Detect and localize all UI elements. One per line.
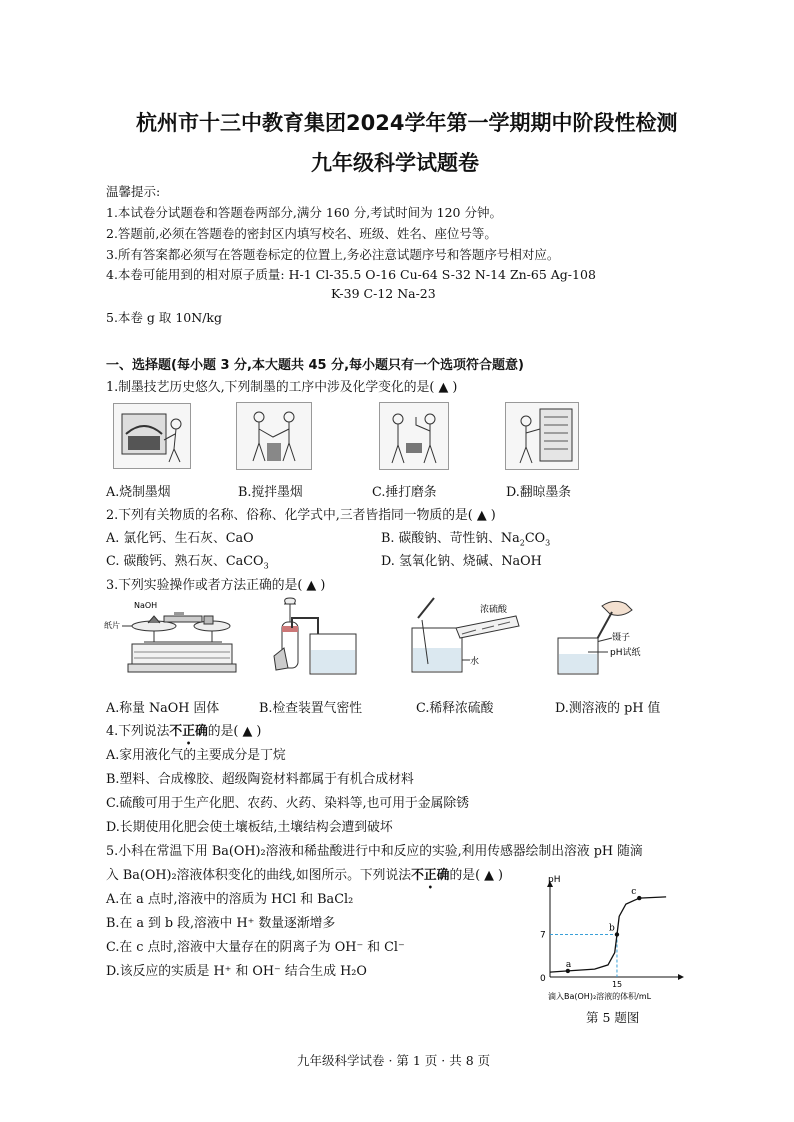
notice-heading: 温馨提示: xyxy=(106,184,161,199)
ph-curve-chart xyxy=(532,875,682,1004)
q3-option-d: D.测溶液的 pH 值 xyxy=(555,701,661,716)
ph-paper-label: pH试纸 xyxy=(610,648,641,658)
point-label-a: a xyxy=(565,959,572,970)
question-1-stem: 1.制墨技艺历史悠久,下列制墨的工序中涉及化学变化的是( ▲ ) xyxy=(106,380,458,395)
question-5-line2: 入 Ba(OH)₂溶液体积变化的曲线,如图所示。下列说法不正确的是( ▲ ) xyxy=(106,868,504,883)
x-tick-label: 15 xyxy=(611,980,623,989)
q1-image-b xyxy=(236,402,312,470)
y-tick-label: 7 xyxy=(540,930,546,941)
q4-option-d: D.长期使用化肥会使土壤板结,土壤结构会遭到破坏 xyxy=(106,820,393,835)
q1-option-d: D.翻晾墨条 xyxy=(506,485,572,500)
notice-line: 5.本卷 g 取 10N/kg xyxy=(106,310,222,325)
page-footer: 九年级科学试卷 · 第 1 页 · 共 8 页 xyxy=(297,1053,491,1068)
notice-line: 3.所有答案都必须写在答题卷标定的位置上,务必注意试题序号和答题序号相对应。 xyxy=(106,247,560,262)
point-label-b: b xyxy=(608,923,615,934)
naoh-label: NaOH xyxy=(134,601,158,610)
q3-image-ph-test xyxy=(552,598,662,680)
data-point-c xyxy=(637,896,641,900)
q3-image-balance xyxy=(104,598,234,680)
q1-option-b: B.搅拌墨烟 xyxy=(238,485,303,500)
q5-option-d: D.该反应的实质是 H⁺ 和 OH⁻ 结合生成 H₂O xyxy=(106,964,367,979)
drying-illustration xyxy=(506,403,578,469)
q1-image-d xyxy=(505,402,579,470)
section-heading: 一、选择题(每小题 3 分,本大题共 45 分,每小题只有一个选项符合题意) xyxy=(106,358,524,373)
q3-option-a: A.称量 NaOH 固体 xyxy=(106,701,220,716)
page-subtitle: 九年级科学试题卷 xyxy=(311,151,479,175)
q2-option-b: B. 碳酸钠、苛性钠、$Na_2CO_3$ xyxy=(381,531,551,548)
q3-image-airtight xyxy=(264,598,364,680)
notice-line: 2.答题前,必须在答题卷的密封区内填写校名、班级、姓名、座位号等。 xyxy=(106,226,497,241)
tweezers-label: 镊子 xyxy=(612,633,631,643)
q2-option-c: C. 碳酸钙、熟石灰、CaCO$_3$ xyxy=(106,554,269,571)
q4-option-b: B.塑料、合成橡胶、超级陶瓷材料都属于有机合成材料 xyxy=(106,772,414,787)
stirring-illustration xyxy=(237,403,311,469)
q2-option-a: A. 氯化钙、生石灰、CaO xyxy=(106,531,254,546)
y-axis-label: pH xyxy=(548,875,561,885)
notice-line: 1.本试卷分试题卷和答题卷两部分,满分 160 分,考试时间为 120 分钟。 xyxy=(106,205,502,220)
q3-option-b: B.检查装置气密性 xyxy=(259,701,363,716)
q2-option-d: D. 氢氧化钠、烧碱、NaOH xyxy=(381,554,542,569)
pounding-illustration xyxy=(380,403,448,469)
emphasis-not-correct: 不正确 xyxy=(411,868,450,883)
notice-line: K-39 C-12 Na-23 xyxy=(331,286,436,301)
q1-image-c xyxy=(379,402,449,470)
q1-image-a xyxy=(113,403,191,469)
q3-image-dilution xyxy=(406,598,526,680)
emphasis-not-correct: 不正确 xyxy=(169,724,208,739)
q1-option-a: A.烧制墨烟 xyxy=(106,485,171,500)
data-point-b xyxy=(615,932,619,936)
water-label: 水 xyxy=(470,657,480,667)
notice-line: 4.本卷可能用到的相对原子质量: H-1 Cl-35.5 O-16 Cu-64 S-32 N-14 Zn-65 Ag-108 xyxy=(106,267,596,282)
q5-option-a: A.在 a 点时,溶液中的溶质为 HCl 和 BaCl₂ xyxy=(106,892,354,907)
y-tick-label: 0 xyxy=(540,974,546,984)
figure-caption: 第 5 题图 xyxy=(586,1010,640,1025)
acid-label: 浓硫酸 xyxy=(480,605,508,615)
q5-option-c: C.在 c 点时,溶液中大量存在的阴离子为 OH⁻ 和 Cl⁻ xyxy=(106,940,405,955)
paper-label: 纸片 xyxy=(104,621,120,630)
x-axis-label: 滴入Ba(OH)₂溶液的体积/mL xyxy=(548,992,652,1001)
q4-option-c: C.硫酸可用于生产化肥、农药、火药、染料等,也可用于金属除锈 xyxy=(106,796,469,811)
question-5-line1: 5.小科在常温下用 Ba(OH)₂溶液和稀盐酸进行中和反应的实验,利用传感器绘制出溶液 pH 随滴 xyxy=(106,844,643,859)
point-label-c: c xyxy=(631,887,637,898)
kiln-illustration xyxy=(114,404,190,468)
question-4-stem: 4.下列说法不正确的是( ▲ ) xyxy=(106,724,262,739)
q4-option-a: A.家用液化气的主要成分是丁烷 xyxy=(106,748,286,763)
page-title: 杭州市十三中教育集团2024学年第一学期期中阶段性检测 xyxy=(136,111,678,135)
q5-option-b: B.在 a 到 b 段,溶液中 H⁺ 数量逐渐增多 xyxy=(106,916,336,931)
question-3-stem: 3.下列实验操作或者方法正确的是( ▲ ) xyxy=(106,578,326,593)
q3-option-c: C.稀释浓硫酸 xyxy=(416,701,494,716)
q1-option-c: C.捶打磨条 xyxy=(372,485,437,500)
question-2-stem: 2.下列有关物质的名称、俗称、化学式中,三者皆指同一物质的是( ▲ ) xyxy=(106,508,496,523)
